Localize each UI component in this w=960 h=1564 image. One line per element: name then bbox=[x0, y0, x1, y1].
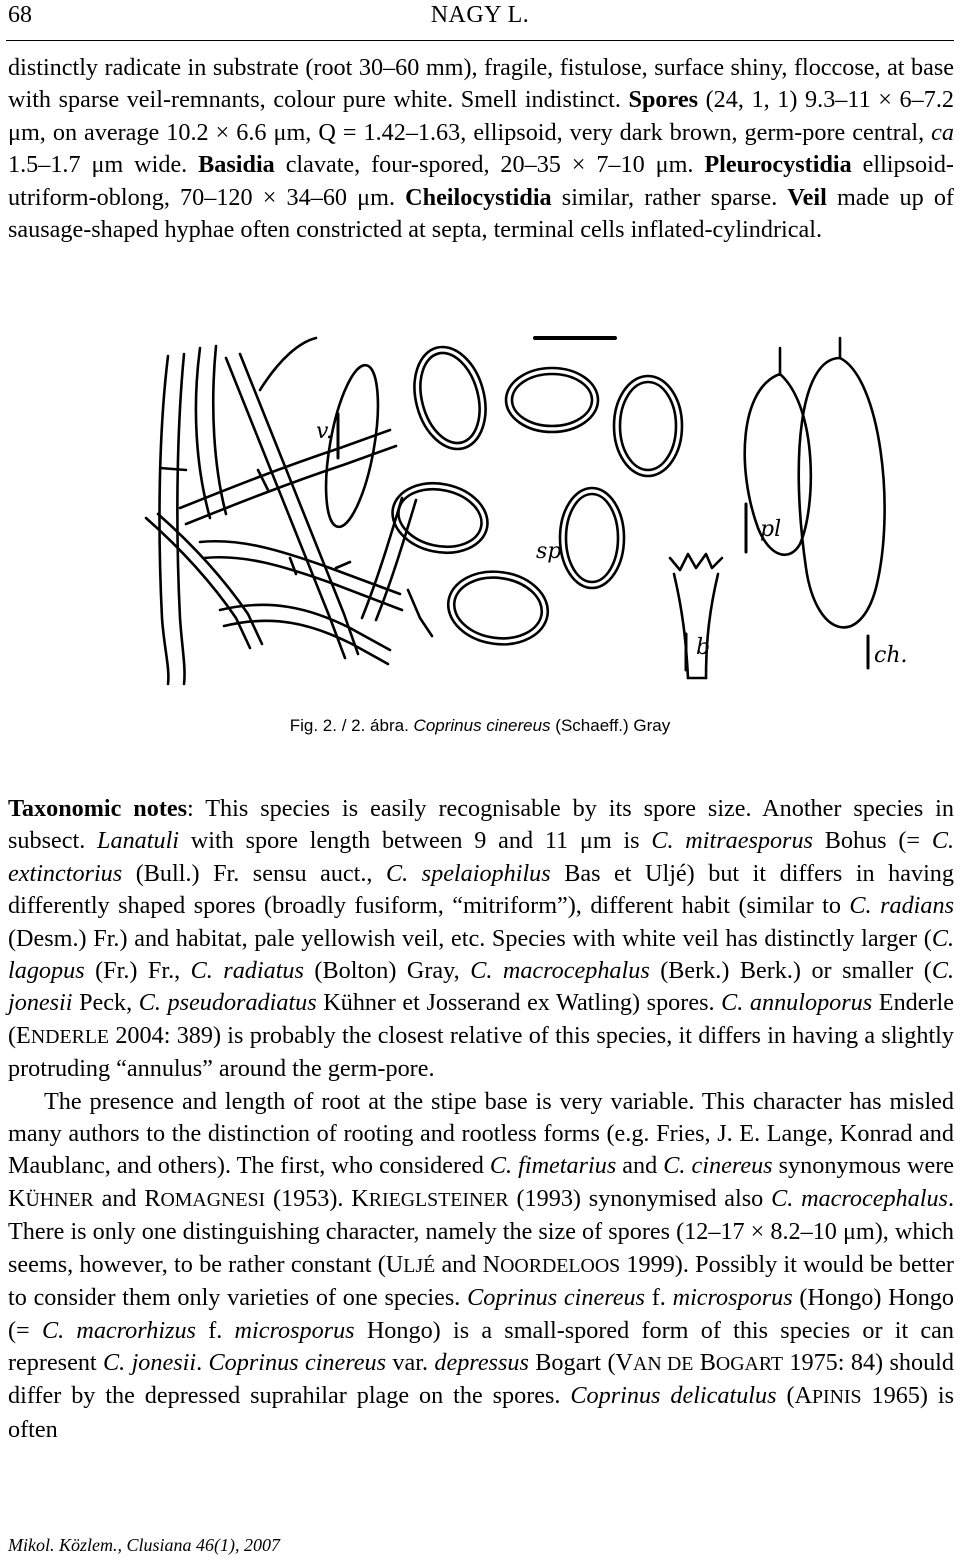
figure-caption bbox=[0, 716, 960, 736]
taxonomic-notes-section bbox=[8, 793, 954, 1446]
running-header-author: NAGY L. bbox=[430, 2, 530, 28]
header-rule bbox=[6, 40, 954, 41]
description-paragraph: distinctly radicate in substrate (root 30–60 mm), fragile, fistulose, surface shiny, floccose, at base with sparse veil-remnants, colour pure white. Smell indistinct. Spores (24, 1, 1) 9.3–11 × 6–7.2 μm, on average 10.2 × 6.6 μm, Q = 1.42–1.63, ellipsoid, very dark brown, germ-pore central, ca 1.5–1.7 μm wide. Basidia clavate, four-spored, 20–35 × 7–10 μm. Pleurocystidia ellipsoid-utriform-oblong, 70–120 × 34–60 μm. Cheilocystidia similar, rather sparse. Veil made up of sausage-shaped hyphae often constricted at septa, terminal cells inflated-cylindrical. bbox=[8, 54, 954, 244]
label-basidium: b bbox=[696, 635, 711, 660]
caption-prefix: Fig. 2. / 2. ábra. bbox=[289, 716, 409, 735]
label-veil: v. bbox=[316, 419, 333, 444]
veil-hyphae-drawing bbox=[146, 338, 416, 684]
label-pleurocystidia: pl bbox=[760, 517, 782, 542]
microscopic-drawing-figure bbox=[140, 318, 930, 690]
caption-species: Coprinus cinereus bbox=[413, 716, 551, 735]
caption-authority: (Schaeff.) Gray bbox=[555, 716, 671, 735]
taxonomic-notes-paragraph-1: Taxonomic notes: This species is easily recognisable by its spore size. Another species in subsect. Lanatuli with spore length between 9 and 11 μm is C. mitraesporus Bohus (= C. extinctorius (Bull.) Fr. sensu auct., C. spelaiophilus Bas et Uljé) but it differs in having differently shaped spores (broadly fusiform, “mitriform”), different habit (similar to C. radians (Desm.) Fr.) and habitat, pale yellowish veil, etc. Species with white veil has distinctly larger (C. lagopus (Fr.) Fr., C. radiatus (Bolton) Gray, C. macrocephalus (Berk.) Berk.) or smaller (C. jonesii Peck, C. pseudoradiatus Kühner et Josserand ex Watling) spores. C. annuloporus Enderle (ENDERLE 2004: 389) is probably the closest relative of this species, it differs in having a slightly protruding “annulus” around the germ-pore. bbox=[8, 795, 955, 1083]
label-cheilocystidia: ch. bbox=[874, 643, 908, 668]
page-number: 68 bbox=[8, 2, 32, 28]
label-spores: sp bbox=[536, 539, 562, 564]
journal-footer: Mikol. Közlem., Clusiana 46(1), 2007 bbox=[8, 1535, 280, 1555]
pleurocystidia-drawing bbox=[745, 338, 885, 627]
taxonomic-notes-paragraph-2: The presence and length of root at the stipe base is very variable. This character has misled many authors to the distinction of rooting and rootless forms (e.g. Fries, J. E. Lange, Konrad and Maublanc, and others). The first, who considered C. fimetarius and C. cinereus synonymous were KÜHNER and ROMAGNESI (1953). KRIEGLSTEINER (1993) synonymised also C. macrocephalus. There is only one distinguishing character, namely the size of spores (12–17 × 8.2–10 μm), which seems, however, to be rather constant (ULJÉ and NOORDELOOS 1999). Possibly it would be better to consider them only varieties of one species. Coprinus cinereus f. microsporus (Hongo) Hongo (= C. macrorhizus f. microsporus Hongo) is a small-spored form of this species or it can represent C. jonesii. Coprinus cinereus var. depressus Bogart (VAN DE BOGART 1975: 84) should differ by the depressed suprahilar plage on the spores. Coprinus delicatulus (APINIS 1965) is often bbox=[8, 1087, 955, 1443]
spores-drawing bbox=[386, 339, 682, 651]
